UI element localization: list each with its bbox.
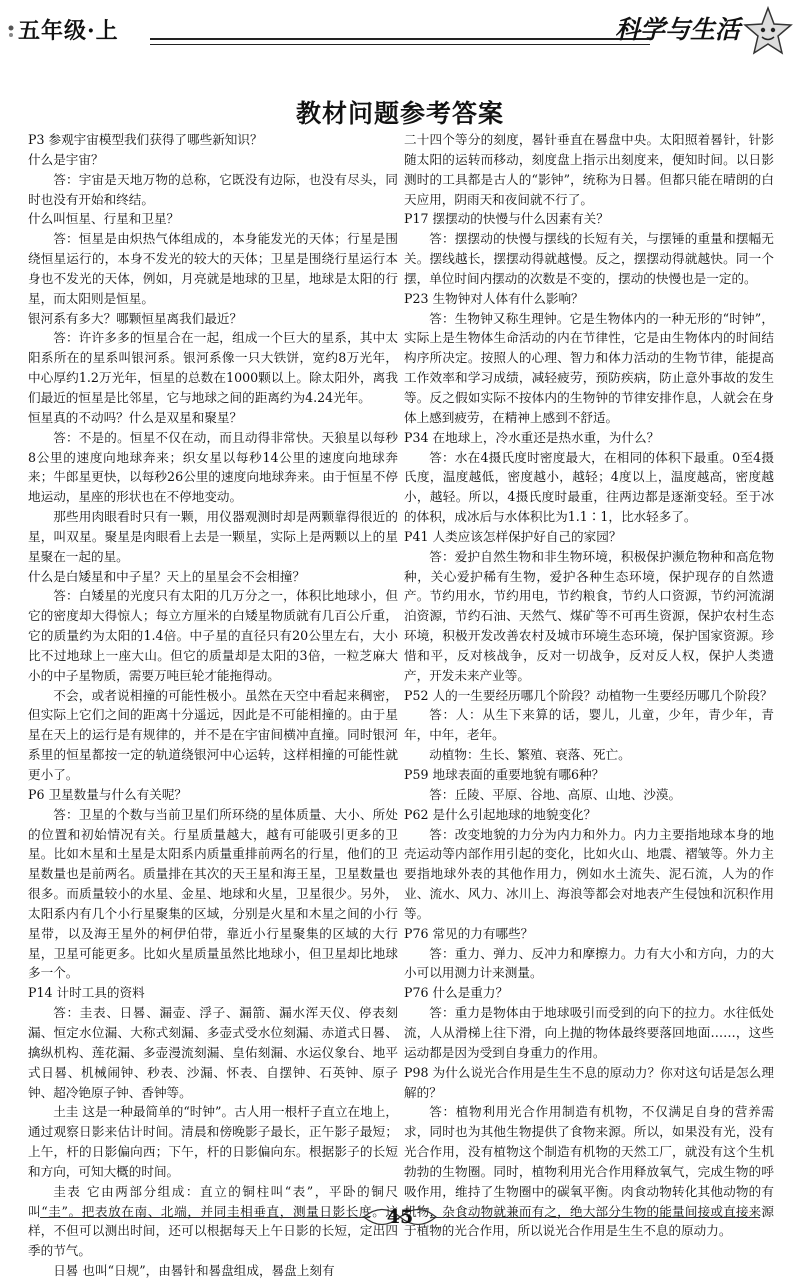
answer-paragraph: 圭表 它由两部分组成：直立的铜柱叫“表”，平卧的铜尺叫“圭”。把表放在南、北端，并同圭相垂直，测量日影长度。这样，不但可以测出时间，还可以根据每天上午日影的长短，定出四季的节气。 <box>28 1183 398 1259</box>
brand-title: 科学与生活 <box>614 15 740 44</box>
answer-paragraph: 答：卫星的个数与当前卫星们所环绕的星体质量、大小、所处的位置和初始情况有关。行星质量越大，越有可能吸引更多的卫星。比如木星和土星是太阳系内质量重排前两名的行星，他们的卫星数量也是前两名。质量排在其次的天王星和海王星，卫星数量也很多。而质量较小的水星、金星、地球和火星，卫星很少。另外，太阳系内有几个小行星聚集的区域，分别是火星和木星之间的小行星带，以及海王星外的柯伊伯带，靠近小行星聚集的区域的大行星，卫星可能更多。比如火星质量虽然比地球小，但卫星却比地球多一个。 <box>28 806 398 981</box>
answer-paragraph: 答：宇宙是天地万物的总称，它既没有边际，也没有尽头，同时也没有开始和终结。 <box>28 171 398 207</box>
grade-label: 五年级·上 <box>18 18 119 44</box>
decoration-dots-icon <box>6 24 16 38</box>
footer-rule-right <box>430 1217 760 1218</box>
answer-paragraph: 答：生物钟又称生理钟。它是生物体内的一种无形的“时钟”，实际上是生物体生命活动的内在节律性，它是由生物体内的时间结构序所决定。按照人的心理、智力和体力活动的生物节律，能提高工作效率和学习成绩，减轻疲劳，预防疾病，防止意外事故的发生等。反之假如实际不按体内的生物钟的节律安排作息，人就会在身体上感到疲劳，在精神上感到不舒适。 <box>404 310 774 425</box>
question-heading: 什么是宇宙？ <box>28 151 104 167</box>
left-column <box>28 130 398 1279</box>
answer-paragraph: 答：人：从生下来算的话，婴儿，儿童，少年，青少年，青年，中年，老年。 <box>404 707 774 743</box>
answer-paragraph: 答：不是的。恒星不仅在动，而且动得非常快。天狼星以每秒8公里的速度向地球奔来；织女星以每秒14公里的速度向地球奔来；牛郎星更快，以每秒26公里的速度向地球奔来。由于恒星不停地运动，星座的形状也在不停地变动。 <box>28 429 398 505</box>
answer-paragraph: 答：改变地貌的力分为内力和外力。内力主要指地球本身的地壳运动等内部作用引起的变化，比如火山、地震、褶皱等。外力主要指地球外表的其他作用力，例如水土流失、泥石流，人为的作业、流水、风力、冰川上、海浪等都会对地表产生侵蚀和沉积作用等。 <box>404 826 774 921</box>
question-heading: P6 卫星数量与什么有关呢？ <box>28 786 188 802</box>
question-heading: P41 人类应该怎样保护好自己的家园？ <box>404 528 622 544</box>
answer-paragraph: 答：恒星是由炽热气体组成的，本身能发光的天体；行星是围绕恒星运行的，本身不发光的较大的天体；卫星是围绕行星运行本身也不发光的天体，例如，月亮就是地球的卫星，地球是太阳的行星，而太阳则是恒星。 <box>28 231 398 306</box>
question-heading: P76 常见的力有哪些？ <box>404 925 534 941</box>
question-heading: P23 生物钟对人体有什么影响？ <box>404 290 584 306</box>
right-column <box>404 130 774 1239</box>
question-heading: P76 什么是重力？ <box>404 985 509 1001</box>
answer-paragraph: 日晷 也叫“日规”，由晷针和晷盘组成，晷盘上刻有 <box>53 1263 335 1279</box>
answer-paragraph: 土圭 这是一种最简单的“时钟”。古人用一根杆子直立在地上，通过观察日影来估计时间。清晨和傍晚影子最长，正午影子最短；上午，杆的日影偏向西；下午，杆的日影偏向东。根据影子的长短和方向，可知大概的时间。 <box>28 1104 398 1179</box>
answer-paragraph: 答：植物利用光合作用制造有机物，不仅满足自身的营养需求，同时也为其他生物提供了食物来源。所以，如果没有光，没有光合作用，没有植物这个制造有机物的天然工厂，就没有这个生机勃勃的生物圈。同时，植物利用光合作用释放氧气，完成生物的呼吸作用，维持了生物圈中的碳氧平衡。肉食动物转化其他动物的有机物，杂食动物就兼而有之，绝大部分生物的能量间接或直接来源于植物的光合作用，所以说光合作用是生生不息的原动力。 <box>404 1104 774 1239</box>
question-heading: P34 在地球上，冷水重还是热水重，为什么？ <box>404 429 660 445</box>
answer-paragraph: 答：白矮星的光度只有太阳的几万分之一，体积比地球小，但它的密度却大得惊人；每立方厘米的白矮星物质就有几百公斤重，它的质量约为太阳的1.4倍。中子星的直径只有20公里左右，大小比不过地球上一座大山。但它的质量却是太阳的3倍，一粒芝麻大小的中子星物质，需要万吨巨轮才能拖得动。 <box>28 588 398 683</box>
question-heading: P52 人的一生要经历哪几个阶段？动植物一生要经历哪几个阶段？ <box>404 687 773 703</box>
answer-paragraph: 不会，或者说相撞的可能性极小。虽然在天空中看起来稠密，但实际上它们之间的距离十分遥远，因此是不可能相撞的。由于星星在天上的运行是有规律的，并不是在宇宙间横冲直撞。同时银河系里的恒星都按一定的轨道绕银河中心运转，这样相撞的可能性就更小了。 <box>28 687 398 782</box>
question-heading: 恒星真的不动吗？什么是双星和聚星？ <box>28 409 243 425</box>
answer-paragraph: 答：丘陵、平原、谷地、高原、山地、沙漠。 <box>429 786 682 802</box>
answer-paragraph: 答：圭表、日晷、漏壶、浮子、漏箭、漏水浑天仪、停表刻漏、恒定水位漏、大称式刻漏、多壶式受水位刻漏、赤道式日晷、擒纵机构、莲花漏、多壶漫流刻漏、皇佑刻漏、水运仪象台、地平式日晷、机械闹钟、秒表、沙漏、怀表、自摆钟、石英钟、原子钟、超冷铯原子钟、香钟等。 <box>28 1005 398 1100</box>
question-heading: P59 地球表面的重要地貌有哪6种？ <box>404 767 605 782</box>
question-heading: P62 是什么引起地球的地貌变化？ <box>404 806 597 822</box>
question-heading: 什么叫恒星、行星和卫星？ <box>28 211 180 227</box>
answer-paragraph: 那些用肉眼看时只有一颗，用仪器观测时却是两颗靠得很近的星，叫双星。聚星是肉眼看上去是一颗星，实际上是两颗以上的星星聚在一起的星。 <box>28 509 398 564</box>
footer-rule-left <box>40 1217 370 1218</box>
mascot-star-icon <box>744 6 792 56</box>
question-heading: P3 参观宇宙模型我们获得了哪些新知识？ <box>28 132 263 147</box>
question-heading: 银河系有多大？哪颗恒星离我们最近？ <box>28 310 243 326</box>
answer-paragraph: 答：重力、弹力、反冲力和摩擦力。力有大小和方向，力的大小可以用测力计来测量。 <box>404 945 774 981</box>
answer-paragraph: 二十四个等分的刻度，晷针垂直在晷盘中央。太阳照着晷针，针影随太阳的运转而移动，刻度盘上指示出刻度来，便知时间。以日影测时的工具都是古人的“影钟”，统称为日晷。但都只能在晴朗的白天应用，阴雨天和夜间就不行了。 <box>404 132 774 207</box>
question-heading: P98 为什么说光合作用是生生不息的原动力？你对这句话是怎么理解的？ <box>404 1064 774 1100</box>
page-header <box>0 0 800 60</box>
answer-paragraph: 答：重力是物体由于地球吸引而受到的向下的拉力。水往低处流，人从滑梯上往下滑，向上抛的物体最终要落回地面……，这些运动都是因为受到自身重力的作用。 <box>404 1005 774 1060</box>
page-footer <box>0 1196 800 1236</box>
question-heading: 什么是白矮星和中子星？天上的星星会不会相撞？ <box>28 568 306 584</box>
answer-paragraph: 答：许许多多的恒星合在一起，组成一个巨大的星系，其中太阳系所在的星系叫银河系。银河系像一只大铁饼，宽约8万光年，中心厚约1.2万光年，恒星的总数在1000颗以上。除太阳外，离我们最近的恒星是比邻星，它与地球之间的距离约为4.24光年。 <box>28 330 398 405</box>
answer-paragraph: 答：水在4摄氏度时密度最大，在相同的体积下最重。0至4摄氏度，温度越低，密度越小，越轻；4度以上，温度越高，密度越小，越轻。所以，4摄氏度时最重，往两边都是逐渐变轻。至于冰的体积，成冰后与水体积比为1.1∶1，比水轻多了。 <box>404 449 774 525</box>
answer-paragraph: 答：摆摆动的快慢与摆线的长短有关，与摆锤的重量和摆幅无关。摆线越长，摆摆动得就越慢。反之，摆摆动得就越快。同一个摆，单位时间内摆动的次数是不变的，摆动的快慢也是一定的。 <box>404 231 774 286</box>
page-number: 45 <box>386 1206 414 1228</box>
page-title: 教材问题参考答案 <box>295 99 504 128</box>
question-heading: P17 摆摆动的快慢与什么因素有关？ <box>404 211 609 227</box>
answer-paragraph: 答：爱护自然生物和非生物环境，积极保护濒危物种和高危物种，关心爱护稀有生物，爱护各种生态环境，保护现存的自然遗产。节约用水，节约用电，节约粮食，节约人口资源，节约河流湖泊资源，节约石油、天然气、煤矿等不可再生资源，保护农村生态环境，积极开发改善农村及城市环境生态环境，保护国家资源。珍惜和平，反对核战争，反对一切战争，反对反人权，保护人类遗产，开发未来产业等。 <box>404 548 774 683</box>
question-heading: P14 计时工具的资料 <box>28 985 145 1001</box>
header-rule-thin <box>150 44 650 45</box>
answer-paragraph: 动植物：生长、繁殖、衰落、死亡。 <box>429 747 631 763</box>
header-rule <box>150 38 650 40</box>
